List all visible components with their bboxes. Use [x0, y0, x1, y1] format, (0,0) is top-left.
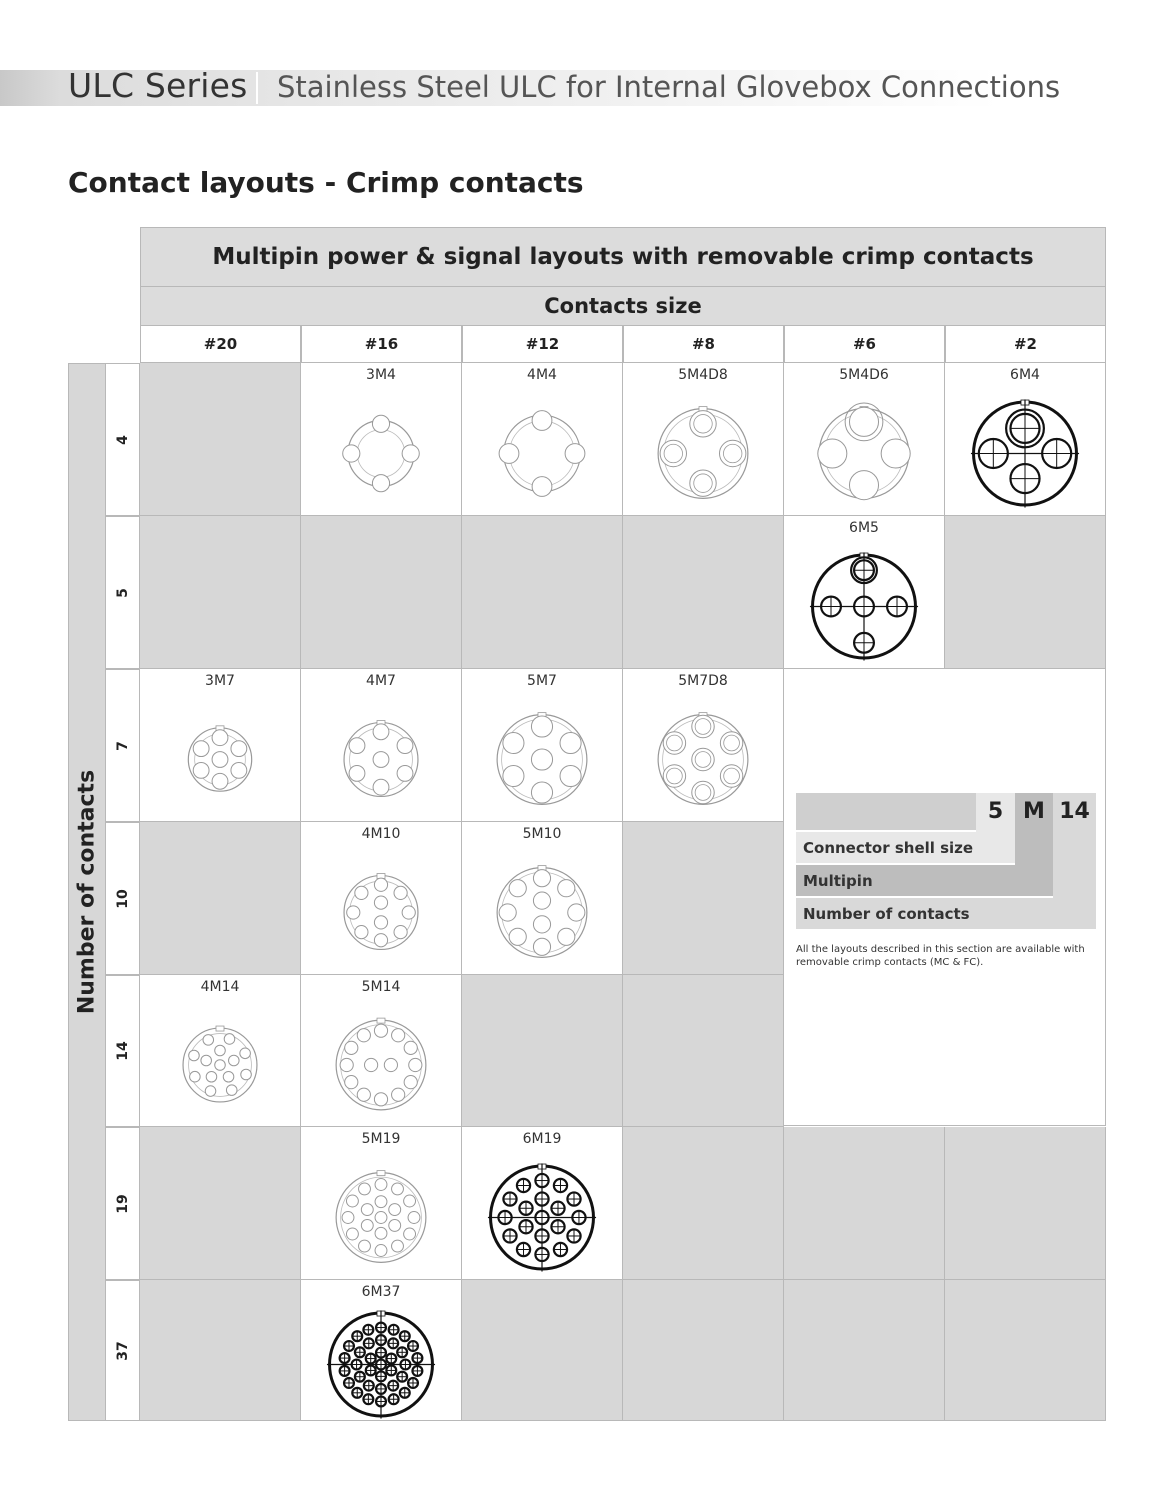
layout-code: 6M19: [522, 1131, 562, 1147]
layout-cell-3M7: [140, 669, 301, 822]
layout-code: 5M19: [361, 1131, 401, 1147]
connector-drawing-6M19: [462, 1127, 623, 1280]
contact-pin: [345, 1076, 358, 1089]
connector-drawing-5M7D8: [623, 669, 784, 822]
empty-cell: [623, 1127, 784, 1280]
row-label-text: 10: [114, 888, 131, 909]
contact-pin: [373, 752, 389, 768]
layout-code: 4M4: [527, 367, 557, 383]
row-label-text: 4: [114, 434, 131, 445]
row-axis-label: [68, 363, 106, 1421]
contact-pin: [392, 1183, 404, 1195]
contact-pin: [212, 752, 228, 768]
layout-cell-5M4D8: [623, 363, 784, 516]
legend-row-contacts: Number of contacts: [796, 898, 1096, 929]
contact-pin: [397, 765, 413, 781]
layout-cell-5M7: [462, 669, 623, 822]
row-label: [106, 516, 140, 669]
layout-cell-4M4: [462, 363, 623, 516]
empty-cell: [462, 1280, 623, 1421]
layout-cell-5M14: [301, 975, 462, 1127]
table-subheader: Contacts size: [140, 287, 1106, 326]
contact-pin: [212, 730, 228, 746]
layout-cell-5M4D6: [784, 363, 945, 516]
layout-cell-4M7: [301, 669, 462, 822]
connector-drawing-4M14: [140, 975, 301, 1127]
layout-cell-5M19: [301, 1127, 462, 1280]
connector-drawing-3M7: [140, 669, 301, 822]
contact-pin: [212, 773, 228, 789]
contact-pin: [342, 1212, 354, 1224]
contact-pin: [499, 444, 519, 464]
contact-pin: [193, 762, 209, 778]
connector-drawing-4M10: [301, 822, 462, 975]
empty-cell: [945, 1127, 1106, 1280]
contact-pin: [499, 904, 516, 921]
contact-pin: [357, 1088, 370, 1101]
contact-pin: [560, 765, 581, 786]
contact-pin: [408, 1212, 420, 1224]
empty-cell: [784, 1280, 945, 1421]
contact-pin: [355, 926, 368, 939]
empty-cell: [140, 1280, 301, 1421]
contact-pin: [365, 1058, 378, 1071]
contact-pin: [374, 1093, 387, 1106]
contact-pin: [206, 1071, 217, 1082]
contact-pin: [881, 439, 910, 468]
contact-pin: [503, 765, 524, 786]
contact-pin: [241, 1069, 252, 1080]
connector-drawing-5M14: [301, 975, 462, 1127]
row-label: [106, 669, 140, 822]
contact-pin: [361, 1204, 373, 1216]
contact-pin: [389, 1219, 401, 1231]
connector-key: [377, 1018, 385, 1023]
layout-code: 5M4D6: [839, 367, 889, 383]
legend-row-shell: Connector shell size: [796, 832, 1015, 863]
contact-pin: [374, 878, 387, 891]
empty-cell: [140, 516, 301, 669]
contact-pin: [397, 738, 413, 754]
legend-note: All the layouts described in this section are available with removable crimp contacts (MC & FC).: [796, 944, 1085, 968]
connector-drawing-6M5: [784, 516, 945, 669]
contact-pin: [340, 1058, 353, 1071]
contact-pin: [224, 1034, 235, 1045]
layout-cell-6M37: [301, 1280, 462, 1421]
contact-pin: [375, 1179, 387, 1191]
contact-pin: [375, 1245, 387, 1257]
page-subtitle: Stainless Steel ULC for Internal Glovebox Connections: [277, 70, 1061, 104]
layout-cell-4M10: [301, 822, 462, 975]
row-label: [106, 1127, 140, 1280]
contact-pin: [509, 880, 526, 897]
layout-code: 4M10: [361, 826, 401, 842]
connector-drawing-6M37: [301, 1280, 462, 1421]
row-axis-label-text: Number of contacts: [74, 769, 100, 1015]
contact-pin: [361, 1219, 373, 1231]
contact-pin: [565, 444, 585, 464]
contact-pin: [349, 765, 365, 781]
column-header-3: #12: [462, 326, 623, 363]
empty-cell: [945, 1280, 1106, 1421]
layout-code: 5M7D8: [678, 673, 728, 689]
column-header-5: #6: [784, 326, 945, 363]
contact-pin: [357, 1029, 370, 1042]
connector-drawing-5M4D8: [623, 363, 784, 516]
contact-pin: [189, 1050, 200, 1061]
contact-pin: [409, 1058, 422, 1071]
empty-cell: [301, 516, 462, 669]
legend-row-multipin: Multipin: [796, 865, 1053, 896]
contact-pin: [392, 1088, 405, 1101]
contact-pin: [503, 732, 524, 753]
contact-pin: [374, 934, 387, 947]
contact-pin: [394, 886, 407, 899]
contact-pin: [215, 1060, 226, 1071]
row-label-text: 37: [114, 1340, 131, 1361]
contact-pin: [558, 928, 575, 945]
connector-drawing-4M7: [301, 669, 462, 822]
header-separator: [256, 72, 258, 104]
contact-pin: [560, 732, 581, 753]
empty-cell: [623, 822, 784, 975]
layout-cell-6M5: [784, 516, 945, 669]
layout-code: 5M14: [361, 979, 401, 995]
layout-cell-4M14: [140, 975, 301, 1127]
table-title: Multipin power & signal layouts with removable crimp contacts: [140, 227, 1106, 287]
column-header-4: #8: [623, 326, 784, 363]
contact-pin: [347, 906, 360, 919]
contact-pin: [532, 477, 552, 497]
contact-pin: [389, 1204, 401, 1216]
connector-key: [216, 1026, 224, 1031]
contact-pin: [402, 445, 419, 462]
contact-pin: [229, 1055, 240, 1066]
layout-cell-5M10: [462, 822, 623, 975]
layout-code: 5M10: [522, 826, 562, 842]
contact-pin: [359, 1183, 371, 1195]
contact-pin: [343, 445, 360, 462]
contact-pin: [223, 1071, 234, 1082]
empty-cell: [784, 1127, 945, 1280]
contact-pin: [240, 1048, 251, 1059]
contact-pin: [193, 741, 209, 757]
contact-pin: [205, 1086, 216, 1097]
row-label-text: 5: [114, 587, 131, 598]
empty-cell: [945, 516, 1106, 669]
contact-pin: [355, 886, 368, 899]
layout-code: 6M37: [361, 1284, 401, 1300]
contact-pin: [392, 1240, 404, 1252]
contact-pin: [375, 1212, 387, 1224]
connector-drawing-5M10: [462, 822, 623, 975]
row-label: [106, 1280, 140, 1421]
contact-pin: [533, 870, 550, 887]
layout-code: 4M7: [366, 673, 396, 689]
contact-pin: [372, 475, 389, 492]
contact-pin: [190, 1071, 201, 1082]
contact-pin: [215, 1045, 226, 1056]
contact-pin: [226, 1085, 237, 1096]
contact-pin: [533, 892, 550, 909]
section-title: Contact layouts - Crimp contacts: [68, 166, 584, 199]
contact-pin: [374, 916, 387, 929]
row-label-text: 14: [114, 1041, 131, 1061]
contact-pin: [375, 1196, 387, 1208]
layout-code: 4M14: [200, 979, 240, 995]
contact-pin: [359, 1240, 371, 1252]
contact-pin: [818, 439, 847, 468]
empty-cell: [462, 516, 623, 669]
contact-pin: [349, 738, 365, 754]
empty-cell: [462, 975, 623, 1127]
contact-pin: [509, 928, 526, 945]
layout-code: 6M5: [849, 520, 879, 536]
contact-pin: [374, 1024, 387, 1037]
contact-pin: [394, 926, 407, 939]
row-label-text: 19: [114, 1193, 131, 1214]
layout-cell-6M19: [462, 1127, 623, 1280]
empty-cell: [623, 975, 784, 1127]
contact-pin: [203, 1035, 214, 1046]
connector-drawing-3M4: [301, 363, 462, 516]
series-title: ULC Series: [68, 66, 248, 105]
empty-cell: [623, 1280, 784, 1421]
empty-cell: [623, 516, 784, 669]
layout-cell-3M4: [301, 363, 462, 516]
contact-pin: [404, 1228, 416, 1240]
connector-drawing-6M4: [945, 363, 1106, 516]
contact-pin: [373, 779, 389, 795]
legend-code-multipin: M: [1023, 799, 1045, 824]
contact-pin: [345, 1041, 358, 1054]
contact-pin: [402, 906, 415, 919]
contact-pin: [373, 724, 389, 740]
column-header-6: #2: [945, 326, 1106, 363]
layout-code: 5M7: [527, 673, 557, 689]
column-header-2: #16: [301, 326, 462, 363]
row-label: [106, 822, 140, 975]
empty-cell: [140, 822, 301, 975]
contact-pin: [346, 1228, 358, 1240]
contact-pin: [404, 1076, 417, 1089]
connector-insert-outline: [357, 430, 405, 478]
connector-drawing-4M4: [462, 363, 623, 516]
contact-pin: [568, 904, 585, 921]
contact-pin: [346, 1195, 358, 1207]
layout-code: 3M4: [366, 367, 396, 383]
contact-pin: [372, 415, 389, 432]
contact-pin: [531, 782, 552, 803]
contact-pin: [532, 411, 552, 431]
empty-cell: [140, 1127, 301, 1280]
contact-pin: [404, 1041, 417, 1054]
contact-pin: [533, 916, 550, 933]
contact-pin: [231, 741, 247, 757]
contact-pin: [404, 1195, 416, 1207]
connector-drawing-5M19: [301, 1127, 462, 1280]
connector-drawing-5M7: [462, 669, 623, 822]
contact-pin: [384, 1058, 397, 1071]
contact-pin: [849, 407, 878, 436]
layout-code: 5M4D8: [678, 367, 728, 383]
legend-bar: [796, 793, 976, 830]
table-bottom-line: [68, 1420, 1106, 1421]
contact-pin: [201, 1055, 212, 1066]
row-label: [106, 975, 140, 1127]
row-label-text: 7: [114, 740, 131, 751]
contact-pin: [558, 880, 575, 897]
contact-pin: [849, 471, 878, 500]
contact-pin: [531, 716, 552, 737]
contact-pin: [375, 1227, 387, 1239]
legend-code-contacts: 14: [1059, 799, 1090, 824]
column-header-1: #20: [140, 326, 301, 363]
layout-cell-6M4: [945, 363, 1106, 516]
layout-cell-5M7D8: [623, 669, 784, 822]
contact-pin: [231, 762, 247, 778]
empty-cell: [140, 363, 301, 516]
contact-pin: [533, 938, 550, 955]
legend-code-shell: 5: [987, 799, 1004, 824]
contact-pin: [531, 749, 552, 770]
layout-code: 3M7: [205, 673, 235, 689]
layout-code: 6M4: [1010, 367, 1040, 383]
connector-drawing-5M4D6: [784, 363, 945, 516]
contact-pin: [374, 896, 387, 909]
row-label: [106, 363, 140, 516]
connector-key: [377, 1171, 385, 1176]
contact-pin: [392, 1029, 405, 1042]
